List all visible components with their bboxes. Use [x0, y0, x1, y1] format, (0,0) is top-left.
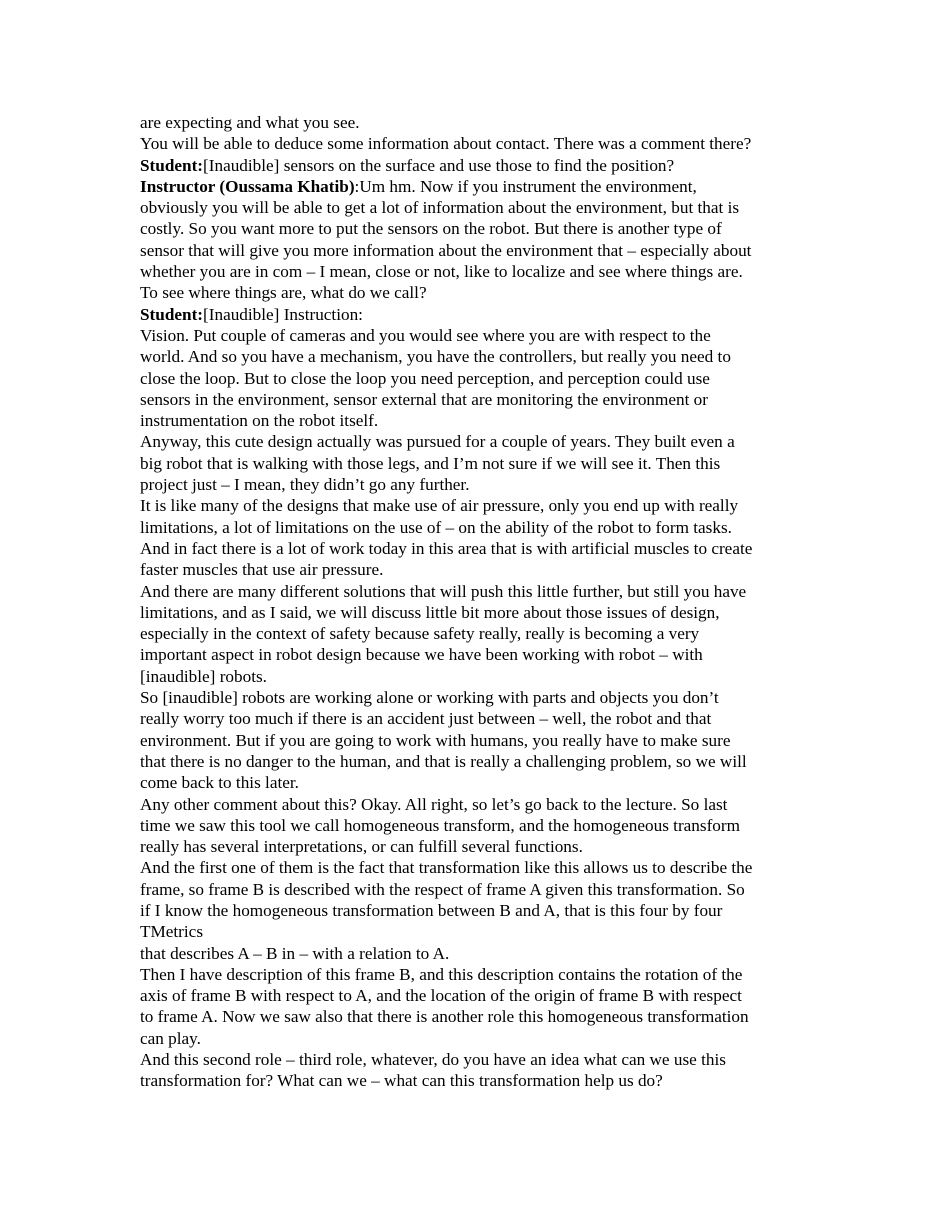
speaker-label: Student:: [140, 155, 204, 175]
paragraph-text: [Inaudible] Instruction:: [203, 304, 363, 324]
paragraph-text: It is like many of the designs that make use of air pressure, only you end up with really limitations, a lot of limitations on the use of – on the ability of the robot to form tasks. And in fact there is a lot of work today in this area that is with artificial muscles to create faster muscles that use air pressure.: [140, 496, 753, 580]
paragraph: [140, 304, 810, 325]
paragraph: [140, 857, 810, 942]
paragraph-text: are expecting and what you see.: [140, 113, 360, 132]
paragraph: [140, 943, 810, 964]
paragraph: [140, 964, 810, 1049]
paragraph: [140, 687, 810, 793]
paragraph: [140, 325, 810, 431]
paragraph: [140, 155, 810, 176]
paragraph-text: And there are many different solutions that will push this little further, but still you have limitations, and as I said, we will discuss little bit more about those issues of design, especially in the context of safety because safety really, really is becoming a very important aspect in robot design because we have been working with robot – with [inaudible] robots.: [140, 581, 747, 686]
paragraph-text: :Um hm. Now if you instrument the environment, obviously you will be able to get a lot of information about the environment, but that is costly. So you want more to put the sensors on the robot. But there is another type of sensor that will give you more information about the environment that – especially about whether you are in com – I mean, close or not, like to localize and see where things are. To see where things are, what do we call?: [140, 176, 752, 303]
paragraph: [140, 133, 810, 154]
transcript-page: [140, 112, 810, 1092]
paragraph-text: So [inaudible] robots are working alone or working with parts and objects you don’t really worry too much if there is an accident just between – well, the robot and that environment. But if you are going to work with humans, you really have to make sure that there is no danger to the human, and that is really a challenging problem, so we will come back to this later.: [140, 688, 747, 793]
paragraph-text: Vision. Put couple of cameras and you would see where you are with respect to the world. And so you have a mechanism, you have the controllers, but really you need to close the loop. But to close the loop you need perception, and perception could use sensors in the environment, sensor external that are monitoring the environment or instrumentation on the robot itself.: [140, 325, 731, 431]
paragraph-text: You will be able to deduce some information about contact. There was a comment there?: [140, 134, 752, 154]
paragraph-text: And the first one of them is the fact that transformation like this allows us to describe the frame, so frame B is described with the respect of frame A given this transformation. So if I know the homogeneous transformation between B and A, that is this four by four TMetrics: [140, 858, 753, 942]
speaker-label: Student:: [140, 304, 204, 324]
paragraph: [140, 581, 810, 687]
paragraph-text: Any other comment about this? Okay. All right, so let’s go back to the lecture. So last time we saw this tool we call homogeneous transform, and the homogeneous transform really has several interpretations, or can fulfill several functions.: [140, 794, 740, 857]
paragraph: [140, 431, 810, 495]
paragraph-text: And this second role – third role, whatever, do you have an idea what can we use this transformation for? What can we – what can this transformation help us do?: [140, 1050, 726, 1091]
paragraph: [140, 112, 810, 133]
paragraph-text: [Inaudible] sensors on the surface and use those to find the position?: [203, 155, 675, 175]
paragraph: [140, 794, 810, 858]
paragraph: [140, 176, 810, 304]
paragraph: [140, 1049, 810, 1092]
paragraph-text: Then I have description of this frame B, and this description contains the rotation of the axis of frame B with respect to A, and the location of the origin of frame B with respect to frame A. Now we saw also that there is another role this homogeneous transformation can play.: [140, 964, 749, 1048]
paragraph-text: that describes A – B in – with a relation to A.: [140, 943, 450, 963]
speaker-label: Instructor (Oussama Khatib): [140, 176, 355, 196]
paragraph: [140, 495, 810, 580]
paragraph-text: Anyway, this cute design actually was pursued for a couple of years. They built even a big robot that is walking with those legs, and I’m not sure if we will see it. Then this project just – I mean, they didn’t go any further.: [140, 432, 735, 495]
